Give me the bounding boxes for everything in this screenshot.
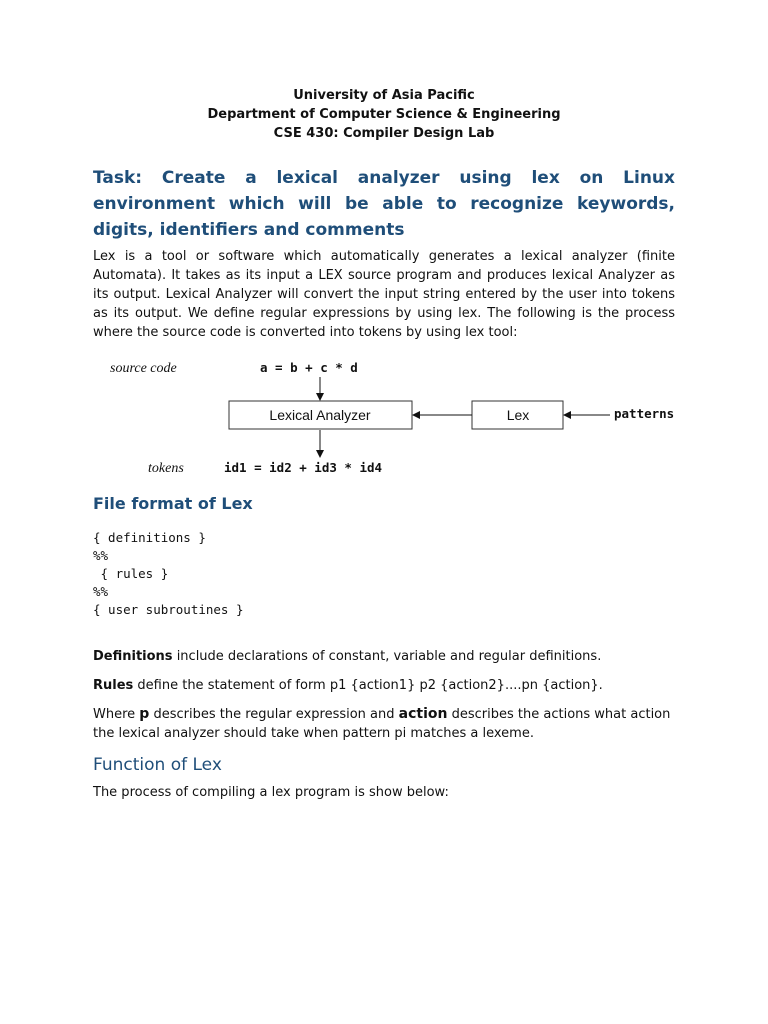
document-header — [93, 86, 675, 143]
intro-paragraph: Lex is a tool or software which automatically generates a lexical analyzer (finite Automata). It takes as its input a LEX source program and produces lexical Analyzer as its output. Lexical Analyzer will convert the input string entered by the user into tokens as its output. We define regular expressions by using lex. The following is the process where the source code is converted into tokens by using lex tool: — [93, 249, 675, 340]
where-suffix: describes the actions what action the lexical analyzer should take when pattern pi matches a lexeme. — [93, 707, 671, 741]
definitions-paragraph — [93, 647, 675, 666]
source-code-label: source code — [110, 361, 177, 376]
action-term: action — [398, 706, 448, 722]
course-name: CSE 430: Compiler Design Lab — [273, 126, 495, 141]
department-name: Department of Computer Science & Engineering — [207, 107, 561, 122]
lex-label: Lex — [506, 407, 530, 423]
definitions-term: Definitions — [93, 649, 173, 664]
function-of-lex-heading: Function of Lex — [93, 755, 222, 775]
university-name: University of Asia Pacific — [293, 88, 475, 103]
definitions-text: include declarations of constant, variable and regular definitions. — [172, 649, 602, 664]
source-expression: a = b + c * d — [260, 360, 358, 375]
lexical-analyzer-label: Lexical Analyzer — [269, 407, 371, 423]
task-title: Task: Create a lexical analyzer using lex on Linux environment which will be able to recognize keywords, digits, identifiers and comments — [93, 168, 675, 240]
file-format-heading: File format of Lex — [93, 494, 253, 513]
lex-file-format-code: { definitions } %% { rules } %% { user subroutines } — [93, 530, 244, 617]
patterns-label: patterns — [614, 406, 675, 421]
tokens-label: tokens — [148, 461, 184, 476]
rules-paragraph — [93, 676, 675, 695]
process-paragraph: The process of compiling a lex program is show below: — [93, 785, 449, 800]
p-term: p — [139, 706, 150, 722]
rules-term: Rules — [93, 678, 134, 693]
where-mid: describes the regular expression and — [149, 707, 399, 722]
rules-text: define the statement of form p1 {action1} p2 {action2}....pn {action}. — [133, 678, 603, 693]
lex-process-diagram — [0, 352, 768, 492]
tokens-expression: id1 = id2 + id3 * id4 — [224, 460, 383, 475]
where-paragraph — [93, 705, 675, 743]
document-page — [93, 86, 675, 802]
where-prefix: Where — [93, 707, 140, 722]
